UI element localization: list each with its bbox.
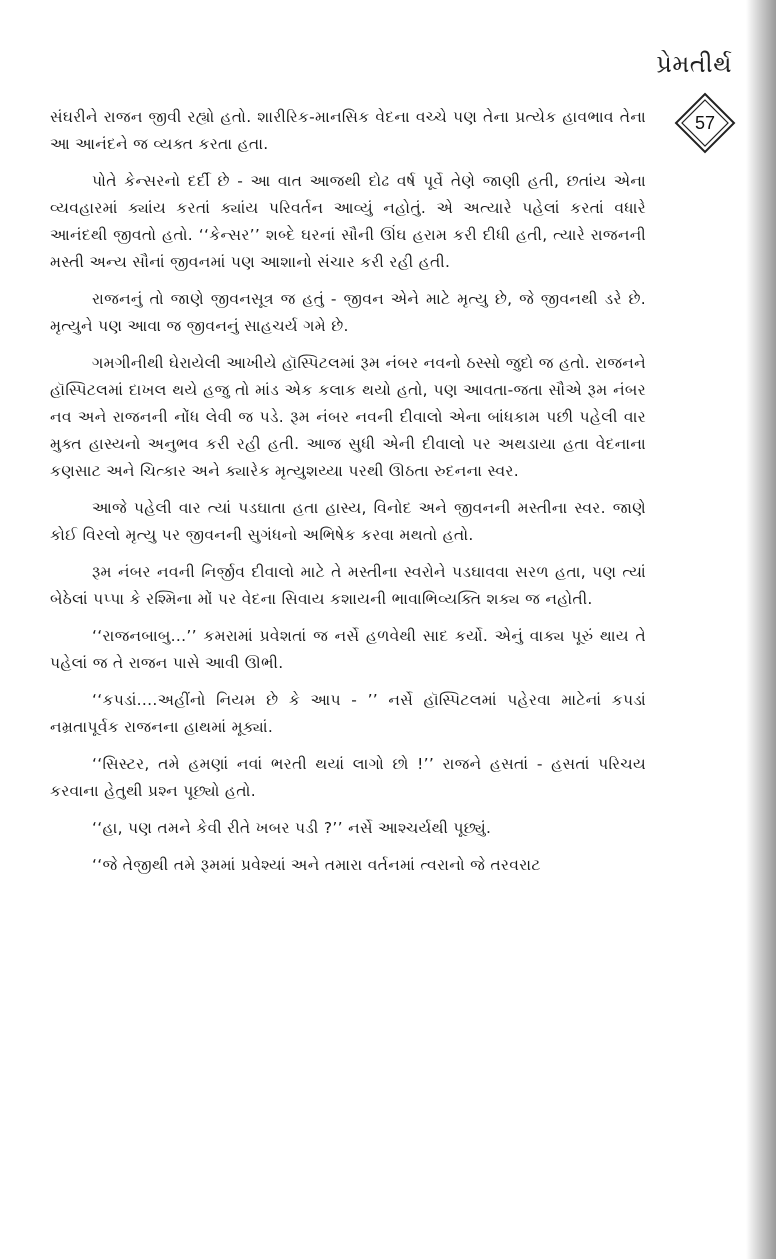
paragraph: ‘‘રાજનબાબુ...’’ કમરામાં પ્રવેશતાં જ નર્સે હળવેથી સાદ કર્યો. એનું વાક્ય પૂરું થાય તે પહેલાં જ તે રાજન પાસે આવી ઊભી. bbox=[50, 627, 646, 672]
paragraph: પોતે કેન્સરનો દર્દી છે - આ વાત આજથી દોઢ વર્ષ પૂર્વે તેણે જાણી હતી, છતાંય એના વ્યવહારમાં ક્યાંય કરતાં ક્યાંય પરિવર્તન આવ્યું નહોતું. એ અત્યારે પહેલાં કરતાં વધારે આનંદથી જીવતો હતો. ‘‘કેન્સર’’ શબ્દે ઘરનાં સૌની ઊંઘ હરામ કરી દીધી હતી, ત્યારે રાજનની મસ્તી અન્ય સૌનાં જીવનમાં પણ આશાનો સંચાર કરી રહી હતી. bbox=[50, 172, 646, 271]
paragraph: સંઘરીને રાજન જીવી રહ્યો હતો. શારીરિક-માનસિક વેદના વચ્ચે પણ તેના પ્રત્યેક હાવભાવ તેના આ આનંદને જ વ્યક્ત કરતા હતા. bbox=[50, 108, 646, 153]
paragraph: ‘‘જે તેજીથી તમે રૂમમાં પ્રવેશ્યાં અને તમારા વર્તનમાં ત્વરાનો જે તરવરાટ bbox=[92, 856, 541, 874]
paragraph: ગમગીનીથી ઘેરાયેલી આખીયે હૉસ્પિટલમાં રૂમ નંબર નવનો ઠસ્સો જુદો જ હતો. રાજનને હૉસ્પિટલમાં દાખલ થયે હજુ તો માંડ એક કલાક થયો હતો, પણ આવતા-જતા સૌએ રૂમ નંબર નવ અને રાજનની નોંધ લેવી જ પડે. રૂમ નંબર નવની દીવાલો એના બાંધકામ પછી પહેલી વાર મુક્ત હાસ્યનો અનુભવ કરી રહી હતી. આજ સુધી એની દીવાલો પર અથડાયા હતા વેદનાના કણસાટ અને ચિત્કાર અને ક્યારેક મૃત્યુશય્યા પરથી ઊઠતા રુદનના સ્વર. bbox=[50, 354, 646, 480]
paragraph: ‘‘હા, પણ તમને કેવી રીતે ખબર પડી ?’’ નર્સે આશ્ચર્યથી પૂછ્યું. bbox=[92, 819, 492, 837]
page-number: 57 bbox=[694, 113, 716, 133]
paragraph: ‘‘કપડાં....અહીંનો નિયમ છે કે આપ - ’’ નર્સે હૉસ્પિટલમાં પહેરવા માટેનાં કપડાં નમ્રતાપૂર્વક રાજનના હાથમાં મૂક્યાં. bbox=[50, 691, 646, 736]
paragraph: આજે પહેલી વાર ત્યાં પડઘાતા હતા હાસ્ય, વિનોદ અને જીવનની મસ્તીના સ્વર. જાણે કોઈ વિરલો મૃત્યુ પર જીવનની સુગંધનો અભિષેક કરવા મથતો હતો. bbox=[50, 499, 646, 544]
paragraph: રાજનનું તો જાણે જીવનસૂત્ર જ હતું - જીવન એને માટે મૃત્યુ છે, જે જીવનથી ડરે છે. મૃત્યુને પણ આવા જ જીવનનું સાહચર્ય ગમે છે. bbox=[50, 290, 646, 335]
page-number-badge bbox=[674, 92, 736, 154]
paragraph: રૂમ નંબર નવની નિર્જીવ દીવાલો માટે તે મસ્તીના સ્વરોને પડઘાવવા સરળ હતા, પણ ત્યાં બેઠેલાં પપ્પા કે રશ્મિના મોં પર વેદના સિવાય કશાયની ભાવાભિવ્યક્તિ શક્ય જ નહોતી. bbox=[50, 563, 646, 608]
running-title: પ્રેમતીર્થ bbox=[656, 50, 732, 78]
body-text bbox=[50, 104, 646, 889]
page-edge-shadow bbox=[746, 0, 776, 1259]
paragraph: ‘‘સિસ્ટર, તમે હમણાં નવાં ભરતી થયાં લાગો છો !’’ રાજને હસતાં - હસતાં પરિચય કરવાના હેતુથી પ્રશ્ન પૂછ્યો હતો. bbox=[50, 755, 646, 800]
